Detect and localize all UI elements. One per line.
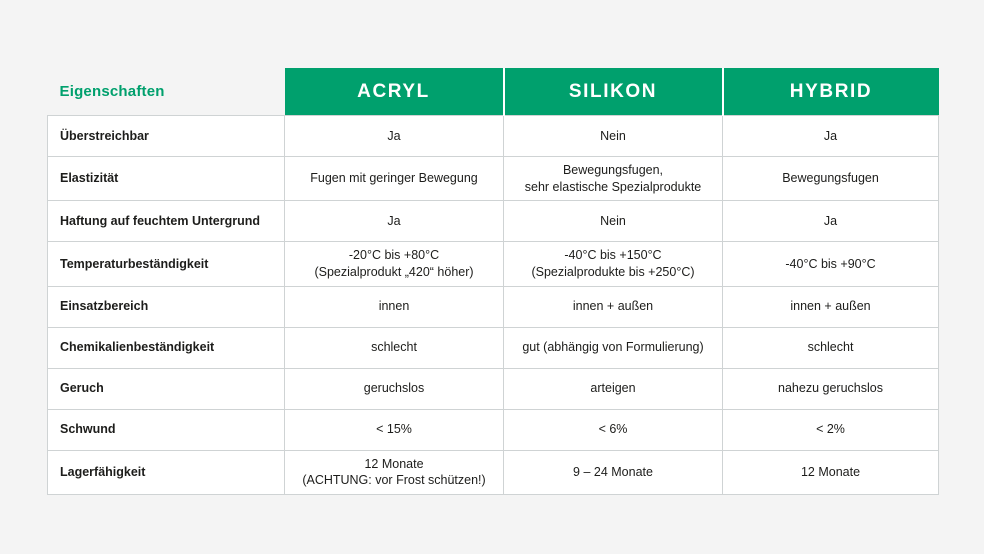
table-row [48,450,939,494]
value-line: Ja [823,128,838,143]
property-cell: Elastizität [48,157,285,201]
value-cell-hybrid [723,242,939,286]
value-line: schlecht [807,340,854,355]
value-cell-acryl [285,368,504,409]
value-line: nahezu geruchslos [778,381,883,396]
value-line: Bewegungsfugen [782,171,879,186]
property-cell: Schwund [48,409,285,450]
value-line: 9 – 24 Monate [573,464,653,479]
value-cell-hybrid [723,450,939,494]
table-row [48,286,939,327]
property-cell: Überstreichbar [48,116,285,157]
column-header-properties: Eigenschaften [48,68,285,116]
value-cell-acryl [285,157,504,201]
value-line: Bewegungsfugen, [562,163,664,177]
value-line: Fugen mit geringer Bewegung [310,171,478,186]
property-cell: Haftung auf feuchtem Untergrund [48,201,285,242]
table-row [48,116,939,157]
value-cell-silikon [504,327,723,368]
value-cell-silikon [504,368,723,409]
value-line: sehr elastische Spezialprodukte [524,179,702,194]
value-line: Ja [823,213,838,228]
value-line: arteigen [590,381,636,396]
column-header-silikon: SILIKON [504,68,723,116]
property-cell: Lagerfähigkeit [48,450,285,494]
property-cell: Temperaturbeständigkeit [48,242,285,286]
value-cell-silikon [504,450,723,494]
value-line: -40°C bis +150°C [564,248,662,263]
value-cell-acryl [285,201,504,242]
value-line: innen + außen [790,299,871,314]
value-cell-hybrid [723,201,939,242]
value-cell-acryl [285,327,504,368]
table-row [48,157,939,201]
value-line: schlecht [371,340,417,355]
column-header-acryl: ACRYL [285,68,504,116]
value-cell-silikon [504,157,723,201]
value-cell-silikon [504,201,723,242]
value-cell-hybrid [723,157,939,201]
table-row [48,409,939,450]
value-cell-silikon [504,409,723,450]
value-line: < 15% [376,422,412,437]
value-cell-hybrid [723,116,939,157]
value-line: < 6% [598,422,628,437]
value-cell-acryl [285,242,504,286]
value-line: (ACHTUNG: vor Frost schützen!) [302,473,486,488]
value-line: -20°C bis +80°C [348,248,440,263]
value-line: < 2% [816,422,845,437]
value-line: innen + außen [572,299,654,314]
value-line: (Spezialprodukte bis +250°C) [531,264,695,279]
value-cell-silikon [504,242,723,286]
value-cell-hybrid [723,286,939,327]
value-line: geruchslos [363,381,425,396]
column-header-hybrid: HYBRID [723,68,939,116]
value-cell-acryl [285,286,504,327]
table-row [48,242,939,286]
value-cell-acryl [285,409,504,450]
value-line: (Spezialprodukt „420“ höher) [314,264,474,279]
value-cell-acryl [285,450,504,494]
value-cell-hybrid [723,409,939,450]
value-cell-acryl [285,116,504,157]
property-cell: Geruch [48,368,285,409]
comparison-table-container [47,68,938,495]
value-line: -40°C bis +90°C [785,256,876,271]
value-cell-hybrid [723,368,939,409]
value-line: innen [378,299,410,314]
table-row [48,327,939,368]
value-line: 12 Monate [800,464,861,479]
value-cell-silikon [504,116,723,157]
property-cell: Einsatzbereich [48,286,285,327]
value-line: gut (abhängig von Formulierung) [522,340,704,355]
value-cell-hybrid [723,327,939,368]
value-line: Nein [600,213,626,228]
table-header [48,68,939,116]
value-line: Ja [387,213,401,228]
property-cell: Chemikalienbeständigkeit [48,327,285,368]
value-line: 12 Monate [364,456,424,471]
table-header-row [48,68,939,116]
comparison-table [47,68,939,495]
table-row [48,368,939,409]
value-line: Nein [600,128,626,143]
value-line: Ja [387,128,401,143]
value-cell-silikon [504,286,723,327]
table-body [48,116,939,495]
table-row [48,201,939,242]
